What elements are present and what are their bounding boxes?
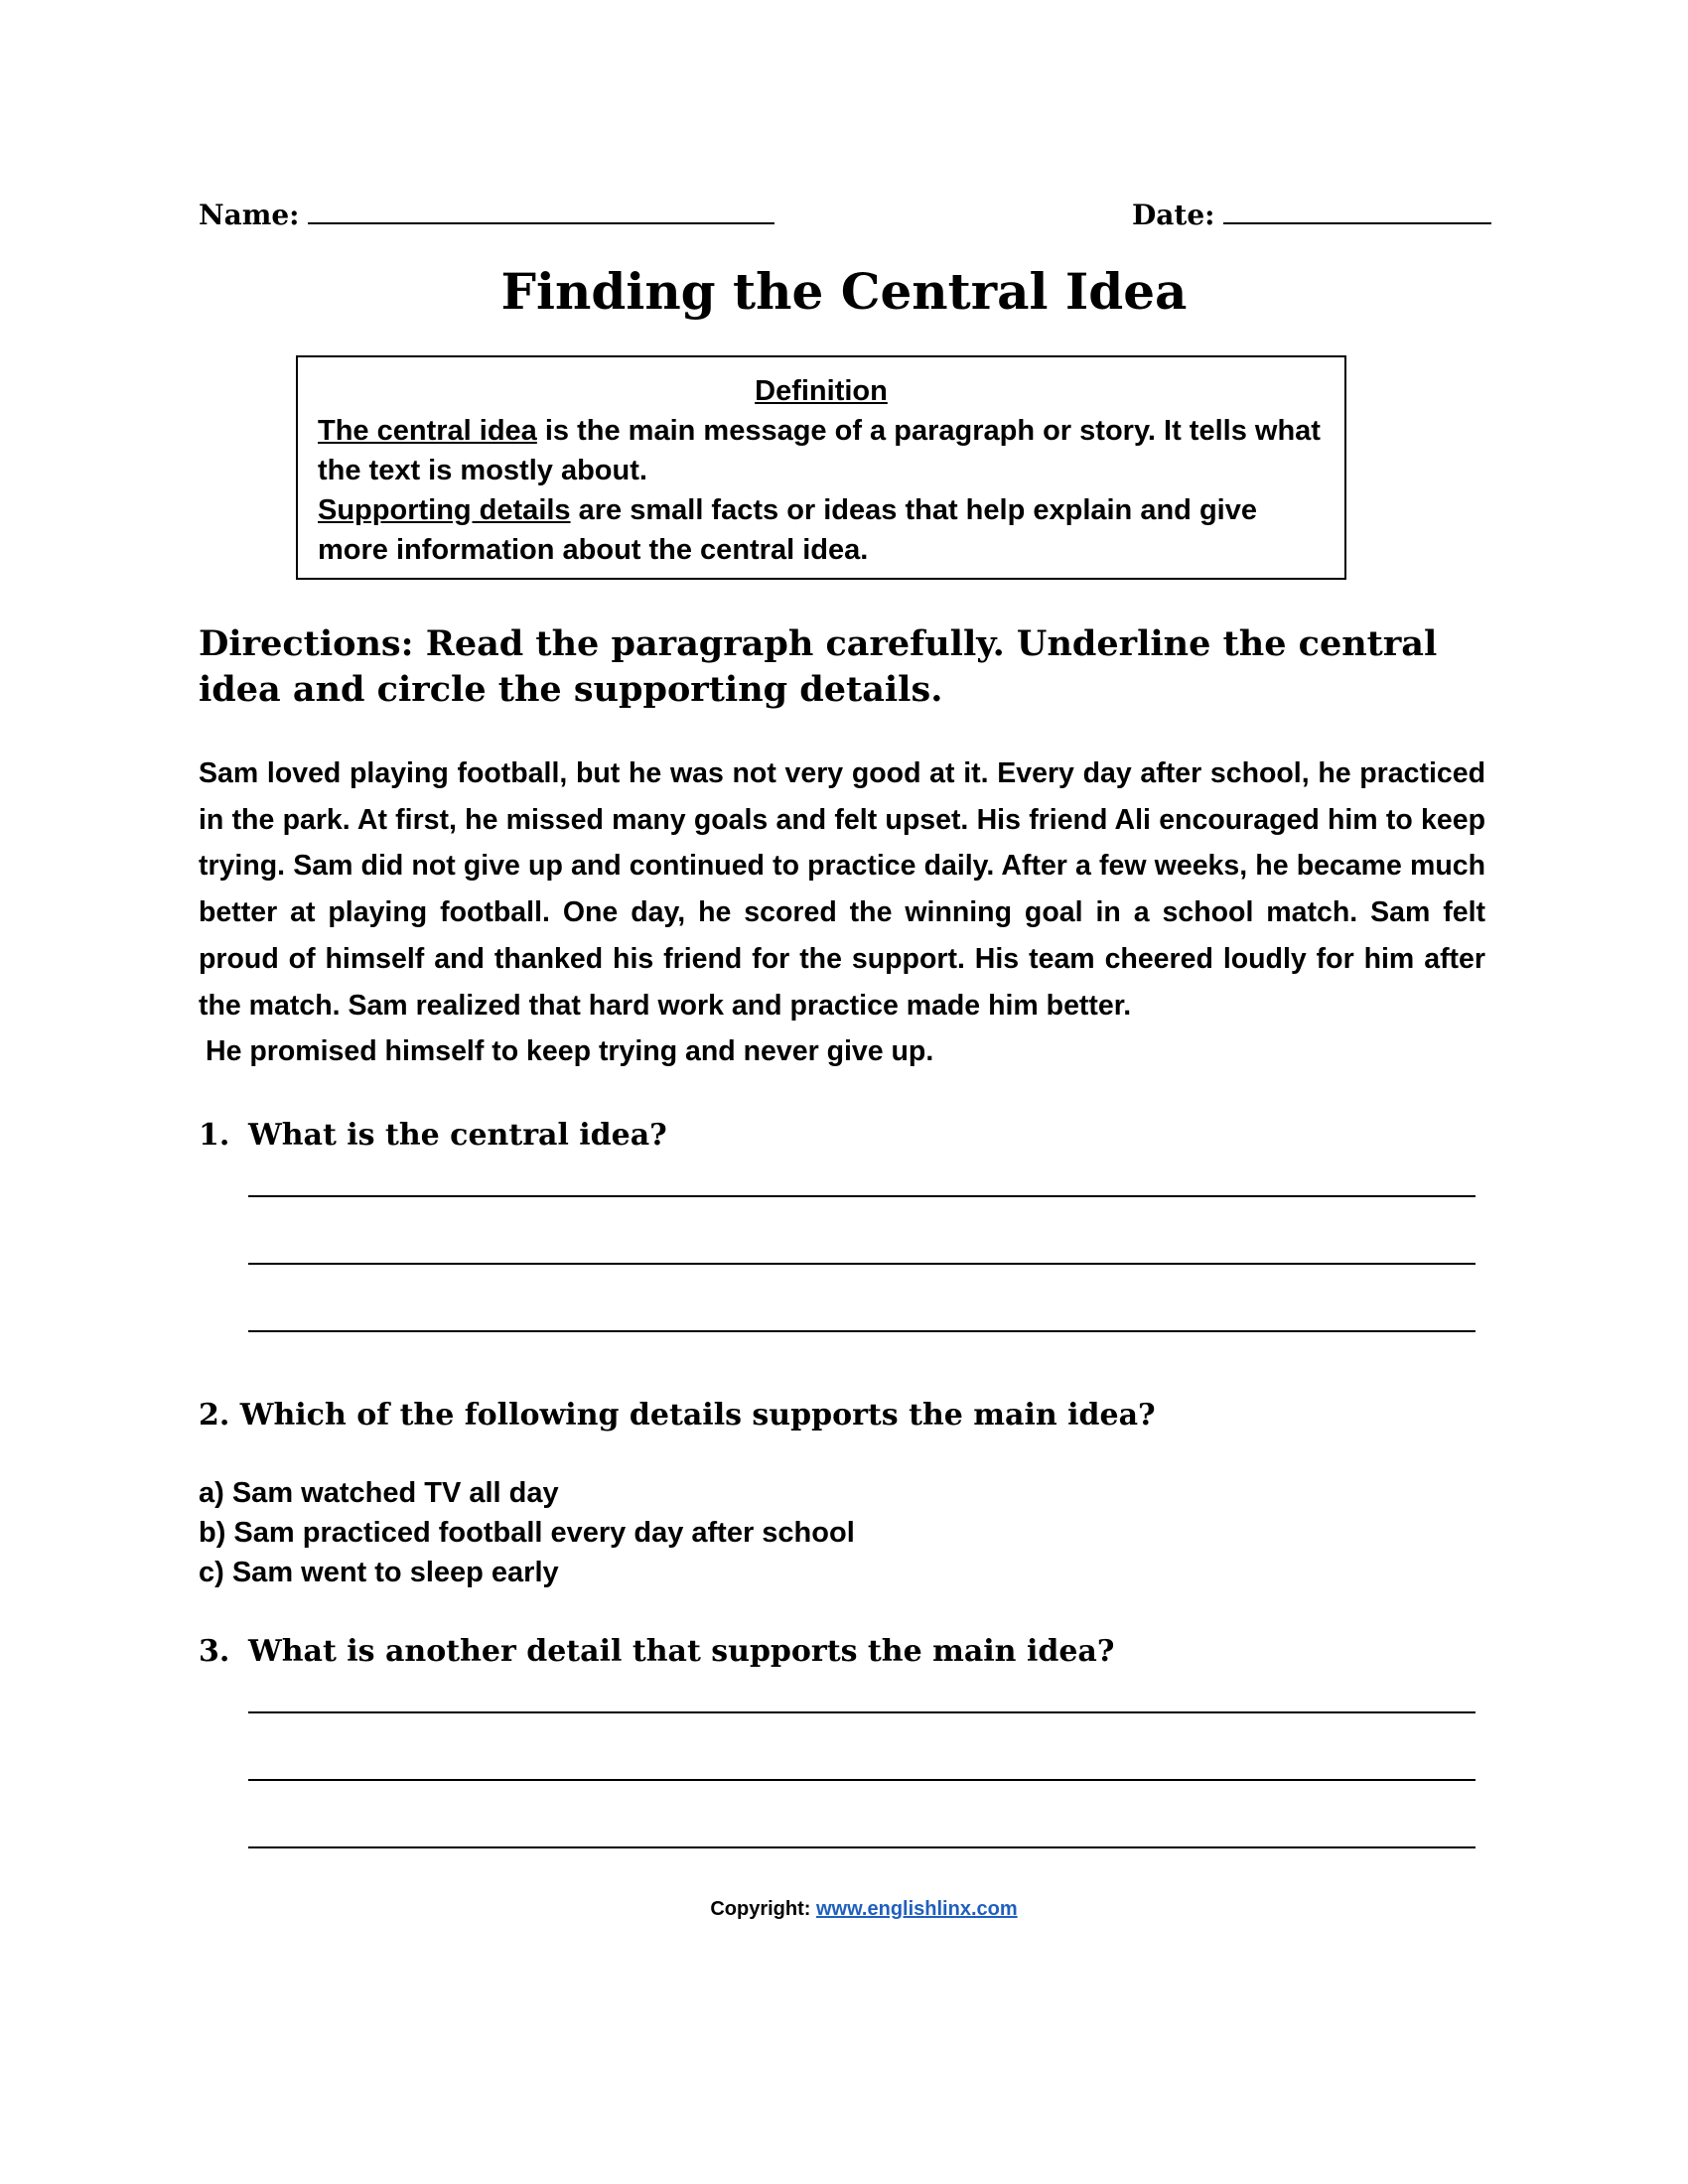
copyright-label: Copyright: (710, 1898, 816, 1920)
answer-line[interactable] (248, 1711, 1476, 1713)
question-2-number: 2. (199, 1398, 230, 1433)
definition-central-idea-text: is the main message of a paragraph or story. It tells what the text is mostly about. (318, 415, 1321, 486)
question-2 (199, 1396, 1156, 1435)
definition-supporting-details (318, 490, 1325, 570)
option-c[interactable]: c) Sam went to sleep early (199, 1557, 559, 1588)
copyright-footer (0, 1898, 1688, 1921)
directions: Directions: Read the paragraph carefully. Underline the central idea and circle the supporting details. (199, 623, 1438, 710)
question-1-number: 1. (199, 1118, 230, 1153)
passage-last-line: He promised himself to keep trying and never give up. (206, 1035, 934, 1068)
question-3-text: What is another detail that supports the main idea? (248, 1634, 1115, 1669)
question-3 (199, 1632, 1114, 1672)
question-1 (199, 1116, 667, 1156)
question-1-text: What is the central idea? (248, 1118, 667, 1153)
option-a[interactable]: a) Sam watched TV all day (199, 1477, 559, 1509)
definition-central-idea (318, 411, 1325, 490)
name-field[interactable] (199, 199, 774, 231)
definition-box (296, 355, 1346, 580)
name-blank-line[interactable] (308, 201, 774, 224)
copyright-link[interactable]: www.englishlinx.com (816, 1898, 1018, 1920)
question-2-text: Which of the following details supports the main idea? (239, 1398, 1156, 1433)
term-central-idea: The central idea (318, 415, 537, 447)
term-supporting-details: Supporting details (318, 494, 571, 526)
answer-line[interactable] (248, 1263, 1476, 1265)
answer-line[interactable] (248, 1779, 1476, 1781)
date-field[interactable] (1132, 199, 1491, 231)
question-3-number: 3. (199, 1634, 230, 1669)
date-blank-line[interactable] (1223, 201, 1491, 224)
date-label: Date: (1132, 199, 1215, 231)
name-label: Name: (199, 199, 300, 231)
answer-line[interactable] (248, 1846, 1476, 1848)
option-b[interactable]: b) Sam practiced football every day after school (199, 1517, 855, 1549)
answer-line[interactable] (248, 1195, 1476, 1197)
definition-supporting-details-text: are small facts or ideas that help explain and give more information about the central idea. (318, 494, 1257, 566)
answer-line[interactable] (248, 1330, 1476, 1332)
page-title: Finding the Central Idea (500, 262, 1188, 321)
definition-heading: Definition (755, 375, 888, 407)
reading-passage (199, 751, 1485, 1075)
passage-body: Sam loved playing football, but he was not very good at it. Every day after school, he practiced in the park. At first, he missed many goals and felt upset. His friend Ali encouraged him to keep trying. Sam did not give up and continued to practice daily. After a few weeks, he became much better at playing football. One day, he scored the winning goal in a school match. Sam felt proud of himself and thanked his friend for the support. His team cheered loudly for him after the match. Sam realized that hard work and practice made him better. (199, 757, 1485, 1022)
